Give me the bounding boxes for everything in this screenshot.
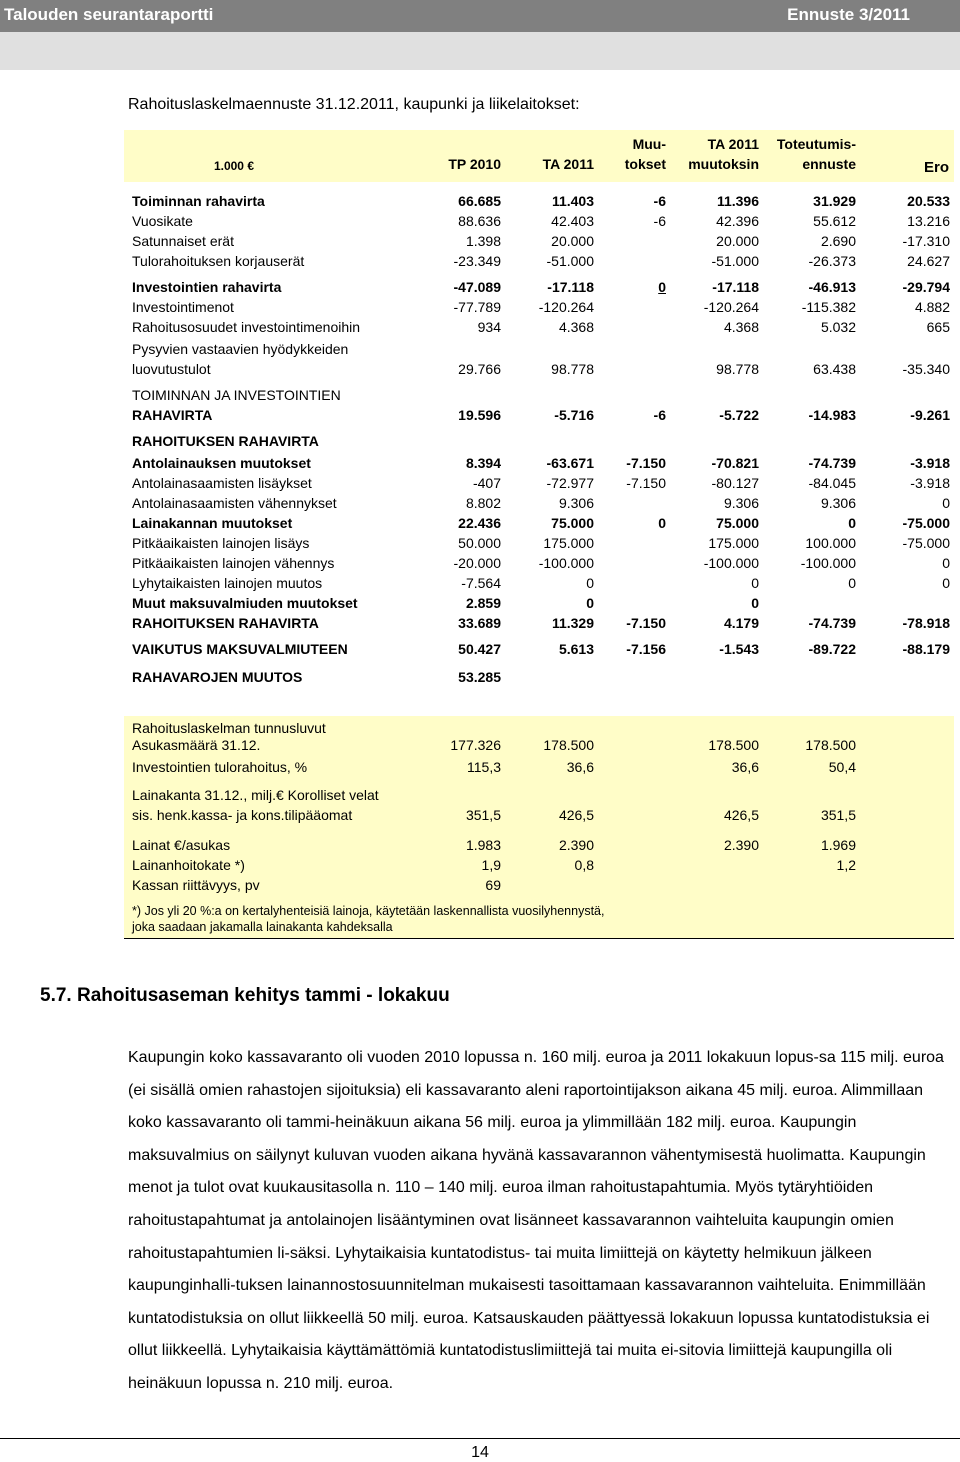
body-paragraph: Kaupungin koko kassavaranto oli vuoden 2010 lopussa n. 160 milj. euroa ja 2011 lokakuun lopus-sa 115 milj. euroa (ei sisällä omien rahastojen sijoituksia) eli kassavaranto aleni raportointijakson aikana 45 milj. euroa. Alimmillaan koko kassavaranto oli tammi-heinäkuun aikana 56 milj. euroa ja ylimmillään 182 milj. euroa. Kaupungin maksuvalmius on säilynyt kuluvan vuoden aikana hyvänä kassavarannon vähentymisestä huolimatta. Kaupungin menot ja tulot ovat kuukausitasolla n. 110 – 140 milj. euroa ilman rahoitustapahtumia. Myös tytäryhtiöiden rahoitustapahtumat ja antolainojen lisääntyminen ovat lisänneet kassavarannon vaihteluita kaupungin omien rahoitustapahtumien li-säksi. Lyhytaikaisia kuntatodistus- tai muita limiittejä on käytetty helmikuun jälkeen kaupunginhalli-tuksen lainannostosuunnitelman mukaisesti tasoittamaan kassavarannon vaihteluita. Enimmillään kuntatodistuksia on ollut liikkeellä 50 milj. euroa. Katsauskauden päättyessä lokakuun lopussa kuntatodistuksia ei ollut liikkeellä. Lyhytaikaisia käyttämättömiä kuntatodistuslimiittejä tai muita ei-sitovia limiittejä kaupungilla oli heinäkuun lopussa n. 210 milj. euroa. (128, 1049, 944, 1392)
row-label: Vuosikate (132, 213, 193, 229)
table-row (124, 594, 954, 612)
table-row (124, 614, 954, 632)
row-value: 50.000 (458, 535, 501, 551)
table-row (124, 278, 954, 296)
row-value: 0 (942, 495, 950, 511)
row-value: -3.918 (910, 475, 950, 491)
row-value: 2.859 (465, 595, 501, 611)
row-label: Antolainauksen muutokset (132, 455, 311, 471)
row-value: 1.398 (465, 233, 501, 249)
table-row (124, 554, 954, 572)
row-value: 0 (848, 515, 856, 531)
table-row (124, 494, 954, 512)
row-value: 8.802 (465, 495, 501, 511)
row-value: -14.983 (808, 407, 856, 423)
row-value: 4.882 (914, 299, 950, 315)
row-value: -29.794 (902, 279, 950, 295)
table-row (124, 232, 954, 250)
row-value: 175.000 (543, 535, 594, 551)
row-value: -3.918 (910, 455, 950, 471)
row-value: -100.000 (538, 555, 594, 571)
row-value: 13.216 (907, 213, 950, 229)
kpi-value: 1.983 (465, 837, 501, 853)
table-row (124, 514, 954, 532)
row-value: 0 (658, 279, 666, 295)
row-value: -5.716 (554, 407, 594, 423)
row-value: 100.000 (805, 535, 856, 551)
row-value: 0 (848, 575, 856, 591)
row-value: -7.150 (626, 475, 666, 491)
row-label: Antolainasaamisten vähennykset (132, 495, 337, 511)
table-row (124, 640, 954, 658)
row-value: 63.438 (813, 361, 856, 377)
section-title: Rahoitusaseman kehitys tammi - lokakuu (76, 985, 450, 1006)
kpi-value: 69 (485, 877, 501, 893)
row-value: 11.396 (716, 193, 759, 209)
row-value: -7.150 (626, 455, 666, 471)
row-label: RAHAVIRTA (132, 407, 213, 423)
row-value: 20.000 (716, 233, 759, 249)
row-value: -120.264 (538, 299, 594, 315)
row-value: 20.533 (907, 193, 950, 209)
row-value: 5.032 (820, 319, 856, 335)
row-value: 9.306 (820, 495, 856, 511)
page-number: 14 (471, 1444, 489, 1461)
table-row (124, 192, 954, 210)
row-value: -89.722 (808, 641, 856, 657)
row-value: -88.179 (902, 641, 950, 657)
row-value: -407 (472, 475, 501, 491)
kpi-value: 115,3 (467, 759, 501, 775)
row-value: 0 (942, 575, 950, 591)
row-value: 0 (586, 595, 594, 611)
table-subtitle: Rahoituslaskelmaennuste 31.12.2011, kaupunki ja liikelaitokset: (128, 96, 580, 113)
financing-table (124, 182, 954, 709)
row-value: 4.368 (558, 319, 594, 335)
row-label: Pitkäaikaisten lainojen vähennys (132, 555, 335, 571)
row-value: 20.000 (551, 233, 594, 249)
row-value: 11.403 (551, 193, 594, 209)
kpi-row (124, 786, 954, 804)
row-value: -7.156 (626, 641, 666, 657)
row-label: Antolainasaamisten lisäykset (132, 475, 312, 491)
table-row (124, 212, 954, 230)
page-header (0, 0, 960, 70)
row-label: luovutustulot (132, 361, 211, 377)
row-label: Muut maksuvalmiuden muutokset (132, 595, 358, 611)
kpi-label: Kassan riittävyys, pv (132, 877, 260, 893)
kpi-value: 351,5 (465, 807, 501, 823)
row-value: 9.306 (558, 495, 594, 511)
row-value: 98.778 (716, 361, 759, 377)
row-value: 0 (658, 515, 666, 531)
row-value: -115.382 (801, 299, 856, 315)
row-value: -20.000 (453, 555, 501, 571)
table-row (124, 432, 954, 450)
row-label: RAHOITUKSEN RAHAVIRTA (132, 433, 319, 449)
row-value: -46.913 (808, 279, 856, 295)
table-row (124, 406, 954, 424)
row-value: -35.340 (902, 361, 950, 377)
kpi-value: 351,5 (820, 807, 856, 823)
row-value: -70.821 (711, 455, 759, 471)
kpi-note-line-1: *) Jos yli 20 %:a on kertalyhenteisiä lainoja, käytetään laskennallista vuosilyhennystä, (132, 904, 605, 918)
kpi-value: 50,4 (828, 759, 856, 775)
row-value: 42.396 (716, 213, 759, 229)
kpi-row (124, 806, 954, 824)
row-value: -75.000 (902, 515, 950, 531)
row-value: 0 (751, 575, 759, 591)
kpi-box (124, 716, 954, 939)
kpi-row (124, 758, 954, 776)
row-value: 0 (586, 575, 594, 591)
table-row (124, 386, 954, 404)
row-value: -51.000 (546, 253, 594, 269)
table-row (124, 574, 954, 592)
section-number: 5.7. (40, 985, 72, 1006)
kpi-value: 2.390 (558, 837, 594, 853)
row-value: 19.596 (458, 407, 501, 423)
row-value: 53.285 (458, 669, 501, 685)
row-value: -100.000 (703, 555, 759, 571)
kpi-label: Lainat €/asukas (132, 837, 231, 853)
col-muutokset-1: Muu- (632, 136, 666, 152)
row-value: 24.627 (907, 253, 950, 269)
row-label: Investointimenot (132, 299, 234, 315)
row-value: 5.613 (558, 641, 594, 657)
col-ero: Ero (924, 159, 950, 176)
row-label: Lyhytaikaisten lainojen muutos (132, 575, 323, 591)
table-row (124, 474, 954, 492)
kpi-value: 2.390 (723, 837, 759, 853)
row-value: 9.306 (723, 495, 759, 511)
row-label: Rahoitusosuudet investointimenoihin (132, 319, 361, 335)
row-value: -7.150 (626, 615, 666, 631)
table-row (124, 668, 954, 686)
row-value: -84.045 (808, 475, 856, 491)
row-value: -51.000 (711, 253, 759, 269)
row-label: Pitkäaikaisten lainojen lisäys (132, 535, 310, 551)
row-value: -63.671 (546, 455, 594, 471)
row-value: -26.373 (808, 253, 856, 269)
row-value: -100.000 (800, 555, 856, 571)
kpi-row (124, 876, 954, 894)
col-muutokset-2: tokset (624, 156, 666, 172)
col-ta2011: TA 2011 (542, 156, 594, 172)
row-value: 75.000 (716, 515, 759, 531)
row-value: -75.000 (902, 535, 950, 551)
table-row (124, 318, 954, 336)
footer-rule (0, 1438, 960, 1439)
col-tp2010: TP 2010 (448, 156, 501, 172)
kpi-label: Asukasmäärä 31.12. (132, 737, 261, 753)
row-value: 0 (751, 595, 759, 611)
row-value: 50.427 (458, 641, 501, 657)
kpi-label: Lainanhoitokate *) (132, 857, 245, 873)
row-value: 934 (477, 319, 501, 335)
kpi-row (124, 856, 954, 874)
kpi-label: Lainakanta 31.12., milj.€ Korolliset velat (132, 787, 379, 803)
row-value: 66.685 (458, 193, 501, 209)
row-value: -120.264 (703, 299, 759, 315)
row-label: TOIMINNAN JA INVESTOINTIEN (132, 387, 341, 403)
row-value: 665 (926, 319, 950, 335)
row-value: 8.394 (465, 455, 501, 471)
kpi-value: 178.500 (805, 737, 856, 753)
kpi-value: 178.500 (543, 737, 594, 753)
row-value: 31.929 (813, 193, 856, 209)
col-toteutumis-1: Toteutumis- (776, 136, 856, 152)
kpi-title: Rahoituslaskelman tunnusluvut (132, 720, 326, 736)
row-value: 11.329 (551, 615, 594, 631)
kpi-value: 1,9 (481, 857, 501, 873)
kpi-value: 0,8 (574, 857, 594, 873)
col-ta-muut-2: muutoksin (688, 156, 759, 172)
kpi-row (124, 836, 954, 854)
section-heading (40, 985, 450, 1007)
row-value: -6 (653, 407, 666, 423)
row-value: -23.349 (453, 253, 501, 269)
kpi-label: sis. henk.kassa- ja kons.tilipääomat (132, 807, 353, 823)
col-ta-muut-1: TA 2011 (707, 136, 759, 152)
row-value: 4.368 (723, 319, 759, 335)
kpi-value: 1.969 (820, 837, 856, 853)
kpi-value: 178.500 (708, 737, 759, 753)
row-value: 2.690 (820, 233, 856, 249)
row-label: Lainakannan muutokset (132, 515, 293, 531)
row-value: -17.310 (902, 233, 950, 249)
kpi-value: 36,6 (566, 759, 594, 775)
column-header (124, 130, 954, 182)
row-label: Investointien rahavirta (132, 279, 282, 295)
row-value: 88.636 (458, 213, 501, 229)
row-label: Toiminnan rahavirta (132, 193, 265, 209)
row-value: -74.739 (808, 615, 856, 631)
row-label: RAHOITUKSEN RAHAVIRTA (132, 615, 319, 631)
col-toteutumis-2: ennuste (802, 156, 856, 172)
row-value: 175.000 (708, 535, 759, 551)
report-edition: Ennuste 3/2011 (787, 5, 910, 24)
row-value: -7.564 (461, 575, 501, 591)
table-row (124, 298, 954, 316)
row-value: -74.739 (808, 455, 856, 471)
kpi-value: 426,5 (558, 807, 594, 823)
row-value: 42.403 (551, 213, 594, 229)
row-value: 98.778 (551, 361, 594, 377)
kpi-note-line-2: joka saadaan jakamalla lainakanta kahdeksalla (132, 920, 393, 934)
kpi-value: 177.326 (450, 737, 501, 753)
kpi-value: 426,5 (723, 807, 759, 823)
row-value: -6 (653, 193, 666, 209)
row-value: 29.766 (458, 361, 501, 377)
table-row (124, 454, 954, 472)
table-row (124, 534, 954, 552)
row-value: 75.000 (551, 515, 594, 531)
kpi-value: 36,6 (731, 759, 759, 775)
kpi-value: 1,2 (836, 857, 856, 873)
table-row (124, 340, 954, 358)
row-value: -17.118 (712, 279, 759, 295)
row-value: -72.977 (546, 475, 594, 491)
table-row (124, 360, 954, 378)
row-label: VAIKUTUS MAKSUVALMIUTEEN (132, 641, 348, 657)
row-value: -77.789 (453, 299, 501, 315)
col-unit: 1.000 € (213, 159, 254, 173)
row-value: 22.436 (458, 515, 501, 531)
row-label: Tulorahoituksen korjauserät (132, 253, 305, 269)
row-value: -80.127 (711, 475, 759, 491)
row-value: -78.918 (902, 615, 950, 631)
row-value: -17.118 (547, 279, 594, 295)
row-label: RAHAVAROJEN MUUTOS (132, 669, 303, 685)
row-value: -6 (653, 213, 666, 229)
kpi-row (124, 736, 954, 754)
row-value: -9.261 (910, 407, 950, 423)
row-value: -5.722 (719, 407, 759, 423)
row-label: Satunnaiset erät (132, 233, 234, 249)
row-value: 0 (942, 555, 950, 571)
kpi-label: Investointien tulorahoitus, % (132, 759, 308, 775)
table-row (124, 252, 954, 270)
row-label: Pysyvien vastaavien hyödykkeiden (132, 341, 349, 357)
row-value: -47.089 (453, 279, 501, 295)
report-title: Talouden seurantaraportti (4, 5, 214, 24)
row-value: 4.179 (723, 615, 759, 631)
row-value: -1.543 (719, 641, 759, 657)
row-value: 55.612 (813, 213, 856, 229)
row-value: 33.689 (458, 615, 501, 631)
